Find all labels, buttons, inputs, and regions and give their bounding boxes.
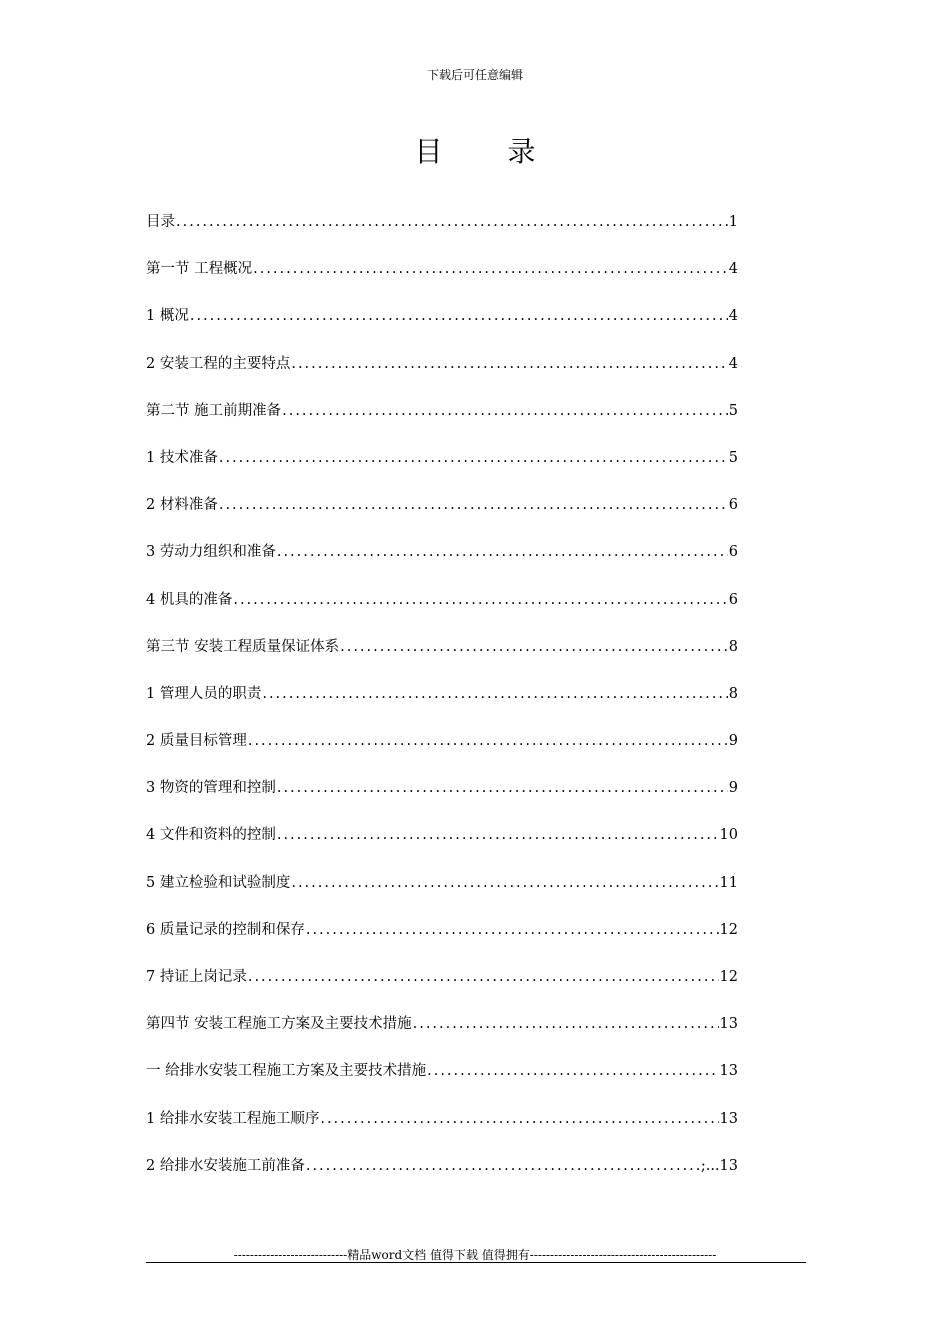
toc-leader-dots xyxy=(219,497,728,513)
toc-leader-dots xyxy=(340,639,728,655)
toc-entry[interactable] xyxy=(146,823,738,870)
toc-entry[interactable] xyxy=(146,1012,738,1059)
toc-entry[interactable] xyxy=(146,1154,738,1201)
toc-entry-page: ;...13 xyxy=(700,1157,738,1174)
toc-entry-label: 3 物资的管理和控制 xyxy=(146,780,276,797)
toc-entry[interactable] xyxy=(146,1107,738,1154)
toc-entry-label: 6 质量记录的控制和保存 xyxy=(146,921,305,938)
toc-entry[interactable] xyxy=(146,1059,738,1106)
toc-entry-label: 2 材料准备 xyxy=(146,497,218,514)
toc-leader-dots xyxy=(233,592,727,608)
toc-entry-page: 5 xyxy=(728,449,738,466)
toc-leader-dots xyxy=(282,403,728,419)
toc-entry[interactable] xyxy=(146,399,738,446)
toc-entry-label: 3 劳动力组织和准备 xyxy=(146,544,276,561)
toc-entry[interactable] xyxy=(146,871,738,918)
toc-entry[interactable] xyxy=(146,540,738,587)
toc-entry-label: 4 机具的准备 xyxy=(146,591,233,608)
toc-entry-label: 第四节 安装工程施工方案及主要技术措施 xyxy=(146,1016,412,1033)
toc-entry-label: 1 技术准备 xyxy=(146,449,218,466)
toc-entry-page: 13 xyxy=(719,1016,738,1033)
toc-leader-dots xyxy=(248,733,728,749)
toc-entry-page: 9 xyxy=(728,780,738,797)
toc-entry-label: 2 质量目标管理 xyxy=(146,733,247,750)
toc-entry-page: 4 xyxy=(728,308,738,325)
toc-entry[interactable] xyxy=(146,588,738,635)
toc-leader-dots xyxy=(277,544,728,560)
page-header-note: 下载后可任意编辑 xyxy=(426,68,523,82)
toc-entry-page: 12 xyxy=(719,921,738,938)
toc-entry[interactable] xyxy=(146,446,738,493)
toc-entry-page: 1 xyxy=(728,214,738,230)
table-of-contents xyxy=(146,210,738,1201)
toc-entry-page: 5 xyxy=(728,402,738,419)
toc-entry-label: 2 给排水安装施工前准备 xyxy=(146,1157,305,1174)
page-footer-note: ----------------------------精品word文档 值得下载 值得拥有---------------------------------------------- xyxy=(233,1248,717,1262)
toc-entry-page: 9 xyxy=(728,733,738,750)
toc-entry[interactable] xyxy=(146,918,738,965)
toc-entry[interactable] xyxy=(146,257,738,304)
toc-leader-dots xyxy=(253,261,728,277)
toc-entry-page: 4 xyxy=(728,261,738,278)
toc-leader-dots xyxy=(277,780,728,796)
toc-entry-page: 12 xyxy=(719,969,738,985)
toc-leader-dots xyxy=(277,827,719,843)
toc-entry-label: 1 概况 xyxy=(146,308,189,325)
toc-entry-label: 1 管理人员的职责 xyxy=(146,685,262,702)
toc-entry-label: 第二节 施工前期准备 xyxy=(146,402,282,419)
toc-entry-page: 8 xyxy=(728,685,738,702)
toc-entry[interactable] xyxy=(146,965,738,1012)
toc-entry-page: 6 xyxy=(728,591,738,608)
toc-entry-page: 13 xyxy=(719,1110,738,1127)
toc-entry[interactable] xyxy=(146,210,738,257)
toc-entry-page: 10 xyxy=(719,827,738,844)
toc-entry-label: 4 文件和资料的控制 xyxy=(146,827,276,844)
toc-entry[interactable] xyxy=(146,352,738,399)
toc-leader-dots xyxy=(190,308,728,324)
toc-entry-page: 11 xyxy=(719,874,738,891)
toc-leader-dots xyxy=(219,450,728,466)
toc-entry-label: 目录 xyxy=(146,214,175,230)
toc-entry-page: 13 xyxy=(719,1063,738,1080)
toc-entry-label: 2 安装工程的主要特点 xyxy=(146,355,291,372)
toc-entry-page: 4 xyxy=(728,355,738,372)
footer-divider xyxy=(146,1262,806,1263)
toc-entry-label: 第一节 工程概况 xyxy=(146,261,253,278)
toc-entry[interactable] xyxy=(146,493,738,540)
toc-entry-page: 8 xyxy=(728,638,738,655)
toc-leader-dots xyxy=(427,1063,718,1079)
toc-entry[interactable] xyxy=(146,682,738,729)
toc-entry[interactable] xyxy=(146,635,738,682)
toc-leader-dots xyxy=(306,1158,700,1174)
toc-leader-dots xyxy=(306,922,719,938)
toc-entry-label: 7 持证上岗记录 xyxy=(146,969,247,985)
toc-entry[interactable] xyxy=(146,776,738,823)
toc-entry-page: 6 xyxy=(728,544,738,561)
toc-entry[interactable] xyxy=(146,304,738,351)
toc-leader-dots xyxy=(248,969,719,985)
toc-leader-dots xyxy=(176,214,728,230)
toc-entry-label: 一 给排水安装工程施工方案及主要技术措施 xyxy=(146,1063,427,1080)
toc-entry[interactable] xyxy=(146,729,738,776)
toc-entry-label: 1 给排水安装工程施工顺序 xyxy=(146,1110,320,1127)
page-title: 目 录 xyxy=(414,135,564,168)
toc-leader-dots xyxy=(413,1016,719,1032)
toc-entry-label: 第三节 安装工程质量保证体系 xyxy=(146,638,340,655)
toc-leader-dots xyxy=(291,356,727,372)
toc-leader-dots xyxy=(262,686,727,702)
toc-entry-page: 6 xyxy=(728,497,738,514)
toc-leader-dots xyxy=(291,875,718,891)
toc-entry-label: 5 建立检验和试验制度 xyxy=(146,874,291,891)
toc-leader-dots xyxy=(320,1111,718,1127)
